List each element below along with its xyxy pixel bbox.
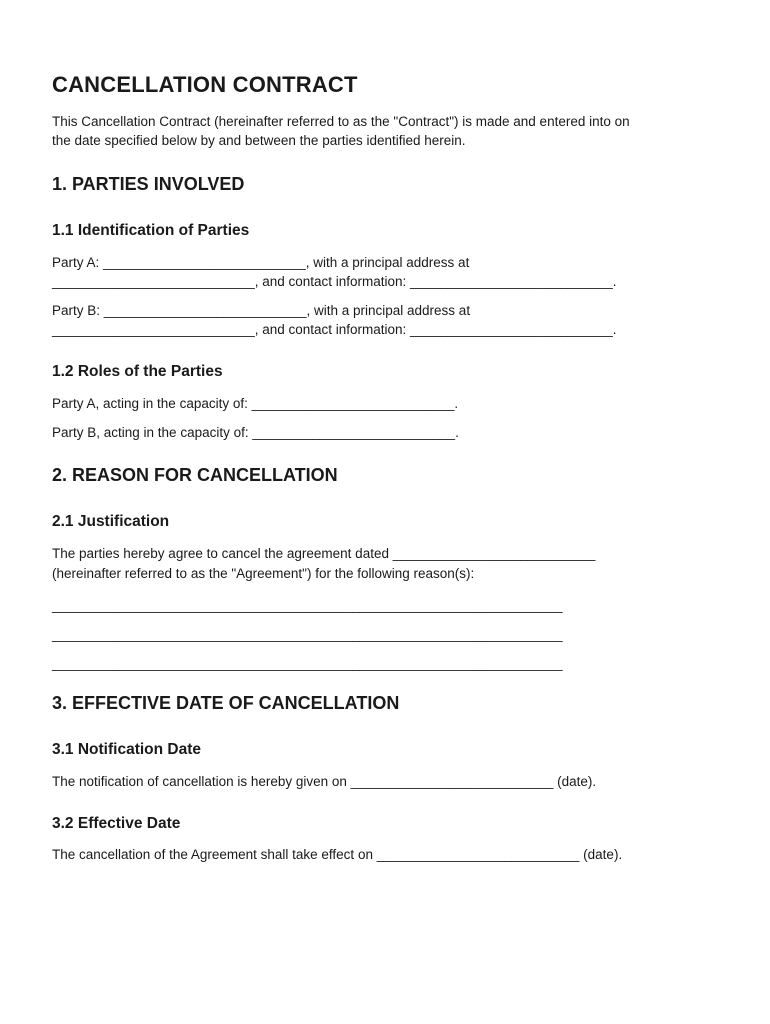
- section-2-1-heading: 2.1 Justification: [52, 513, 170, 530]
- reason-blank-2: ____________________________________________________________________: [52, 627, 563, 642]
- party-a-line-1: Party A: ___________________________, with a principal address at: [52, 255, 470, 270]
- intro-line-2: the date specified below by and between the parties identified herein.: [52, 133, 466, 148]
- section-2-heading: 2. REASON FOR CANCELLATION: [52, 465, 338, 485]
- intro-line-1: This Cancellation Contract (hereinafter referred to as the "Contract") is made and entered into on: [52, 114, 630, 129]
- section-1-2-heading: 1.2 Roles of the Parties: [52, 363, 223, 380]
- party-b-line-2: ___________________________, and contact information: ___________________________.: [52, 322, 617, 337]
- reason-blank-1: ____________________________________________________________________: [52, 598, 563, 613]
- section-3-1-heading: 3.1 Notification Date: [52, 741, 201, 758]
- party-b-role: Party B, acting in the capacity of: ___________________________.: [52, 425, 459, 440]
- party-b-line-1: Party B: ___________________________, with a principal address at: [52, 303, 471, 318]
- section-3-2-heading: 3.2 Effective Date: [52, 815, 181, 832]
- justification-line-2: (hereinafter referred to as the "Agreement") for the following reason(s):: [52, 566, 475, 581]
- section-1-1-heading: 1.1 Identification of Parties: [52, 222, 250, 239]
- party-a-line-2: ___________________________, and contact information: ___________________________.: [52, 274, 617, 289]
- party-a-role: Party A, acting in the capacity of: ___________________________.: [52, 396, 459, 411]
- effective-date-line: The cancellation of the Agreement shall take effect on ___________________________ (date).: [52, 847, 623, 862]
- reason-blank-3: ____________________________________________________________________: [52, 656, 563, 671]
- section-3-heading: 3. EFFECTIVE DATE OF CANCELLATION: [52, 693, 400, 713]
- notification-date-line: The notification of cancellation is hereby given on ___________________________ (date).: [52, 774, 597, 789]
- document-title: CANCELLATION CONTRACT: [52, 72, 358, 97]
- justification-line-1: The parties hereby agree to cancel the agreement dated ___________________________: [52, 546, 596, 561]
- section-1-heading: 1. PARTIES INVOLVED: [52, 174, 245, 194]
